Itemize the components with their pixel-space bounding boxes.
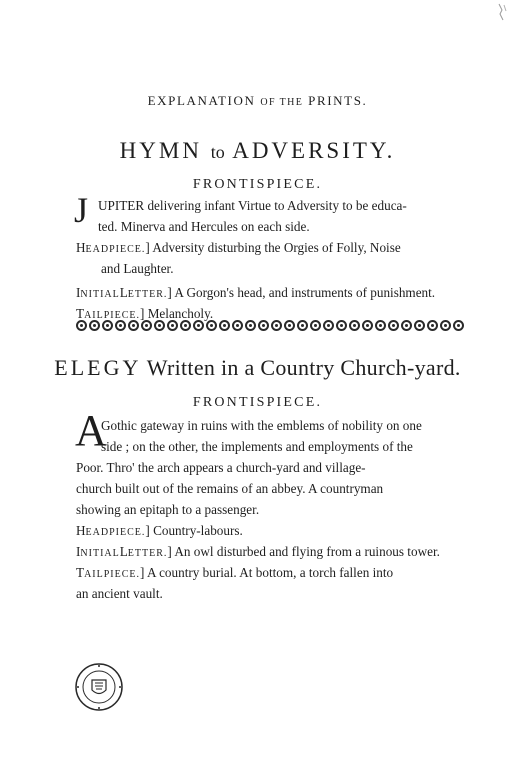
ornament-unit-icon — [414, 320, 425, 331]
hymn-initial-label-1: NITIAL — [80, 289, 120, 300]
ornament-unit-icon — [76, 320, 87, 331]
elegy-headpiece-label-cap: H — [76, 523, 86, 538]
hymn-tailpiece-label: AILPIECE. — [84, 310, 141, 321]
ornament-unit-icon — [440, 320, 451, 331]
hymn-initial-label-cap-2: L — [119, 285, 128, 300]
ornament-unit-icon — [336, 320, 347, 331]
ornament-unit-icon — [297, 320, 308, 331]
elegy-tailpiece-label: AILPIECE. — [84, 569, 141, 580]
ornament-unit-icon — [89, 320, 100, 331]
elegy-initial-label-1: NITIAL — [80, 548, 120, 559]
hymn-initial-letter-text: ] A Gorgon's head, and instruments of punishment. — [167, 285, 436, 300]
hymn-dropcap: J — [74, 190, 89, 230]
elegy-title-caps: ELEGY — [54, 355, 142, 380]
hymn-tailpiece-label-cap: T — [76, 306, 85, 321]
library-stamp-icon — [74, 662, 124, 712]
ornament-unit-icon — [167, 320, 178, 331]
hymn-body — [74, 190, 466, 324]
elegy-tailpiece-text-2: an ancient vault. — [76, 586, 163, 601]
elegy-dropcap: A — [75, 406, 107, 455]
elegy-tailpiece-label-cap: T — [76, 565, 85, 580]
elegy-frontispiece-line-3: Poor. Thro' the arch appears a church-yard and village- — [76, 460, 366, 475]
ornament-unit-icon — [180, 320, 191, 331]
elegy-frontispiece-line-4: church built out of the remains of an abbey. A countryman — [76, 481, 384, 496]
elegy-initial-label-cap-1: I — [76, 544, 81, 559]
hymn-tailpiece-text: ] Melancholy. — [140, 306, 214, 321]
elegy-initial-letter-entry — [76, 541, 466, 562]
ornament-unit-icon — [102, 320, 113, 331]
ornament-unit-icon — [388, 320, 399, 331]
ornament-unit-icon — [362, 320, 373, 331]
hymn-title-a: HYMN — [119, 138, 202, 163]
header-part-3: PRINTS. — [308, 93, 368, 108]
hymn-headpiece-entry — [76, 237, 466, 258]
elegy-frontispiece-line-5: showing an epitaph to a passenger. — [76, 502, 260, 517]
ornament-unit-icon — [154, 320, 165, 331]
ornament-unit-icon — [271, 320, 282, 331]
ornament-unit-icon — [375, 320, 386, 331]
hymn-frontispiece-heading: FRONTISPIECE. — [192, 177, 323, 192]
elegy-frontispiece-line-2: side ; on the other, the implements and employments of the — [101, 439, 413, 454]
ornament-unit-icon — [128, 320, 139, 331]
header-part-1: EXPLANATION — [147, 93, 256, 108]
hymn-headpiece-text-2: and Laughter. — [101, 261, 174, 276]
hymn-headpiece-label-cap: H — [76, 240, 86, 255]
elegy-title-rest: Written in a Country Church-yard. — [146, 355, 461, 380]
ornament-unit-icon — [115, 320, 126, 331]
elegy-frontispiece-heading: FRONTISPIECE. — [192, 395, 323, 410]
ornament-unit-icon — [453, 320, 464, 331]
ornament-unit-icon — [310, 320, 321, 331]
page-edge-mark-icon — [496, 2, 508, 24]
ornament-unit-icon — [232, 320, 243, 331]
ornament-unit-icon — [141, 320, 152, 331]
ornament-unit-icon — [427, 320, 438, 331]
hymn-frontispiece-paragraph — [74, 190, 466, 237]
ornament-unit-icon — [219, 320, 230, 331]
hymn-frontispiece-line-1: UPITER delivering infant Virtue to Adversity to be educa- — [98, 198, 407, 213]
page-header — [0, 93, 515, 109]
hymn-title — [0, 138, 515, 164]
elegy-initial-label-cap-2: L — [119, 544, 128, 559]
elegy-frontispiece-paragraph — [75, 406, 466, 520]
hymn-title-to: to — [210, 142, 225, 162]
elegy-title — [0, 355, 515, 381]
ornament-unit-icon — [193, 320, 204, 331]
hymn-frontispiece-line-2: ted. Minerva and Hercules on each side. — [98, 219, 310, 234]
ornament-unit-icon — [401, 320, 412, 331]
ornament-unit-icon — [258, 320, 269, 331]
ornament-unit-icon — [206, 320, 217, 331]
elegy-frontispiece-line-1: Gothic gateway in ruins with the emblems of nobility on one — [101, 418, 422, 433]
elegy-initial-letter-text: ] An owl disturbed and flying from a ruinous tower. — [167, 544, 440, 559]
elegy-tailpiece-text-1: ] A country burial. At bottom, a torch fallen into — [140, 565, 394, 580]
elegy-headpiece-entry — [76, 520, 466, 541]
elegy-tailpiece-entry — [76, 562, 466, 583]
header-part-2: OF THE — [260, 97, 304, 108]
elegy-headpiece-text: ] Country-labours. — [145, 523, 243, 538]
elegy-headpiece-label: EADPIECE. — [85, 527, 146, 538]
hymn-initial-letter-entry — [76, 282, 466, 303]
hymn-headpiece-label: EADPIECE. — [85, 244, 146, 255]
elegy-body — [75, 406, 466, 604]
hymn-initial-label-2: ETTER. — [127, 289, 168, 300]
ornament-unit-icon — [349, 320, 360, 331]
ornament-unit-icon — [245, 320, 256, 331]
hymn-initial-label-cap-1: I — [76, 285, 81, 300]
ornamental-rule-icon — [76, 318, 464, 332]
ornament-unit-icon — [323, 320, 334, 331]
hymn-title-b: ADVERSITY. — [232, 138, 396, 163]
hymn-headpiece-text-1: ] Adversity disturbing the Orgies of Folly, Noise — [145, 240, 401, 255]
elegy-initial-label-2: ETTER. — [127, 548, 168, 559]
ornament-unit-icon — [284, 320, 295, 331]
